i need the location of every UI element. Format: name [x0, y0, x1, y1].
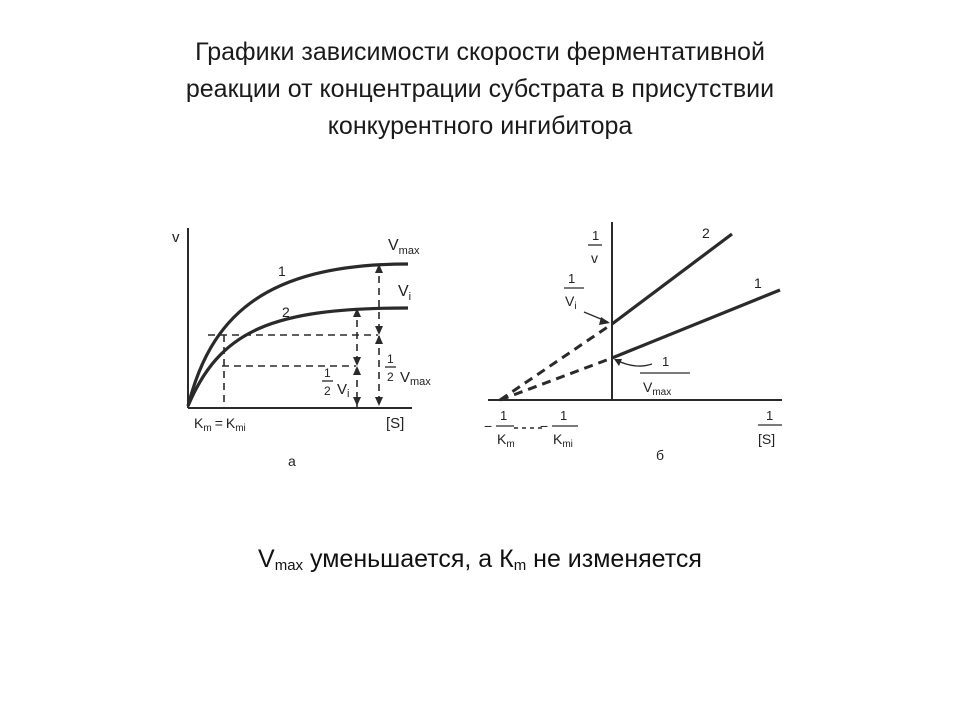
caption-k-sub: m: [513, 557, 527, 574]
km-minus: −: [484, 418, 493, 434]
kmi-num: 1: [560, 408, 568, 423]
graph-b-arrows: [599, 317, 622, 366]
line-1-label: 1: [754, 275, 762, 291]
graph-a: [188, 228, 412, 408]
curve-1-label: 1: [278, 263, 286, 279]
line-2-dashed: [500, 324, 612, 400]
graph-b-labels: [484, 225, 782, 463]
line-2-label: 2: [702, 225, 710, 241]
graph-b: [488, 222, 782, 428]
slide-caption: [0, 545, 960, 574]
graph-a-panel-label: а: [288, 453, 296, 469]
caption-middle: уменьшается, а К: [303, 545, 514, 573]
graph-a-y-label: v: [172, 229, 180, 246]
vmax-den: $V_{max}$: [643, 379, 672, 398]
curve-2-label: 2: [282, 304, 290, 320]
km-equals-kmi: $K_m = K_{mi}$: [194, 415, 246, 434]
half-vmax-v: $V_{max}$: [400, 369, 431, 388]
graph-b-x-num: 1: [766, 408, 774, 423]
arrow-pointer-vi: [599, 317, 610, 325]
graph-b-y-num: 1: [592, 228, 600, 243]
km-num: 1: [500, 408, 508, 423]
pointer-1-vmax: [616, 360, 652, 366]
graph-b-y-den: v: [591, 250, 598, 266]
arrow-half-vi-up: [353, 366, 361, 375]
arrow-baseline-down: [375, 397, 383, 406]
half-vmax-num: 1: [387, 352, 394, 366]
caption-v-sub: max: [274, 557, 304, 574]
half-vi-v: $V_i$: [337, 381, 350, 400]
arrow-half-vi-down: [353, 357, 361, 366]
kmi-den: $K_{mi}$: [553, 431, 573, 450]
half-vi-num: 1: [324, 366, 331, 380]
title-line-1: Графики зависимости скорости ферментативной: [195, 38, 765, 66]
curve-2: [188, 308, 408, 406]
line-1-solid: [612, 290, 780, 358]
graph-b-x-den: [S]: [758, 431, 776, 447]
caption-end: не изменяется: [526, 545, 702, 573]
arrow-baseline-vi-down: [353, 397, 361, 406]
title-line-2: реакции от концентрации субстрата в присутствии: [185, 75, 775, 103]
vmax-num: 1: [662, 354, 670, 369]
graph-b-panel-label: б: [656, 447, 665, 463]
vi-num: 1: [568, 271, 576, 286]
graph-a-guides: [208, 264, 379, 408]
half-vi-den: 2: [324, 384, 331, 398]
vmax-label: $V_{max}$: [388, 237, 420, 257]
kmi-minus: −: [540, 418, 549, 434]
km-den: $K_m$: [497, 431, 515, 450]
vi-label: $V_i$: [398, 283, 412, 303]
vi-den: $V_i$: [565, 293, 577, 312]
half-vmax-den: 2: [387, 370, 394, 384]
line-2-solid: [612, 234, 732, 324]
caption-v: V: [258, 545, 275, 573]
graph-a-x-label: [S]: [386, 415, 405, 432]
title-line-3: конкурентного ингибитора: [327, 112, 633, 140]
arrow-half-vmax-up: [375, 335, 383, 344]
line-1-dashed: [500, 358, 612, 400]
arrow-half-vmax-down: [375, 326, 383, 335]
